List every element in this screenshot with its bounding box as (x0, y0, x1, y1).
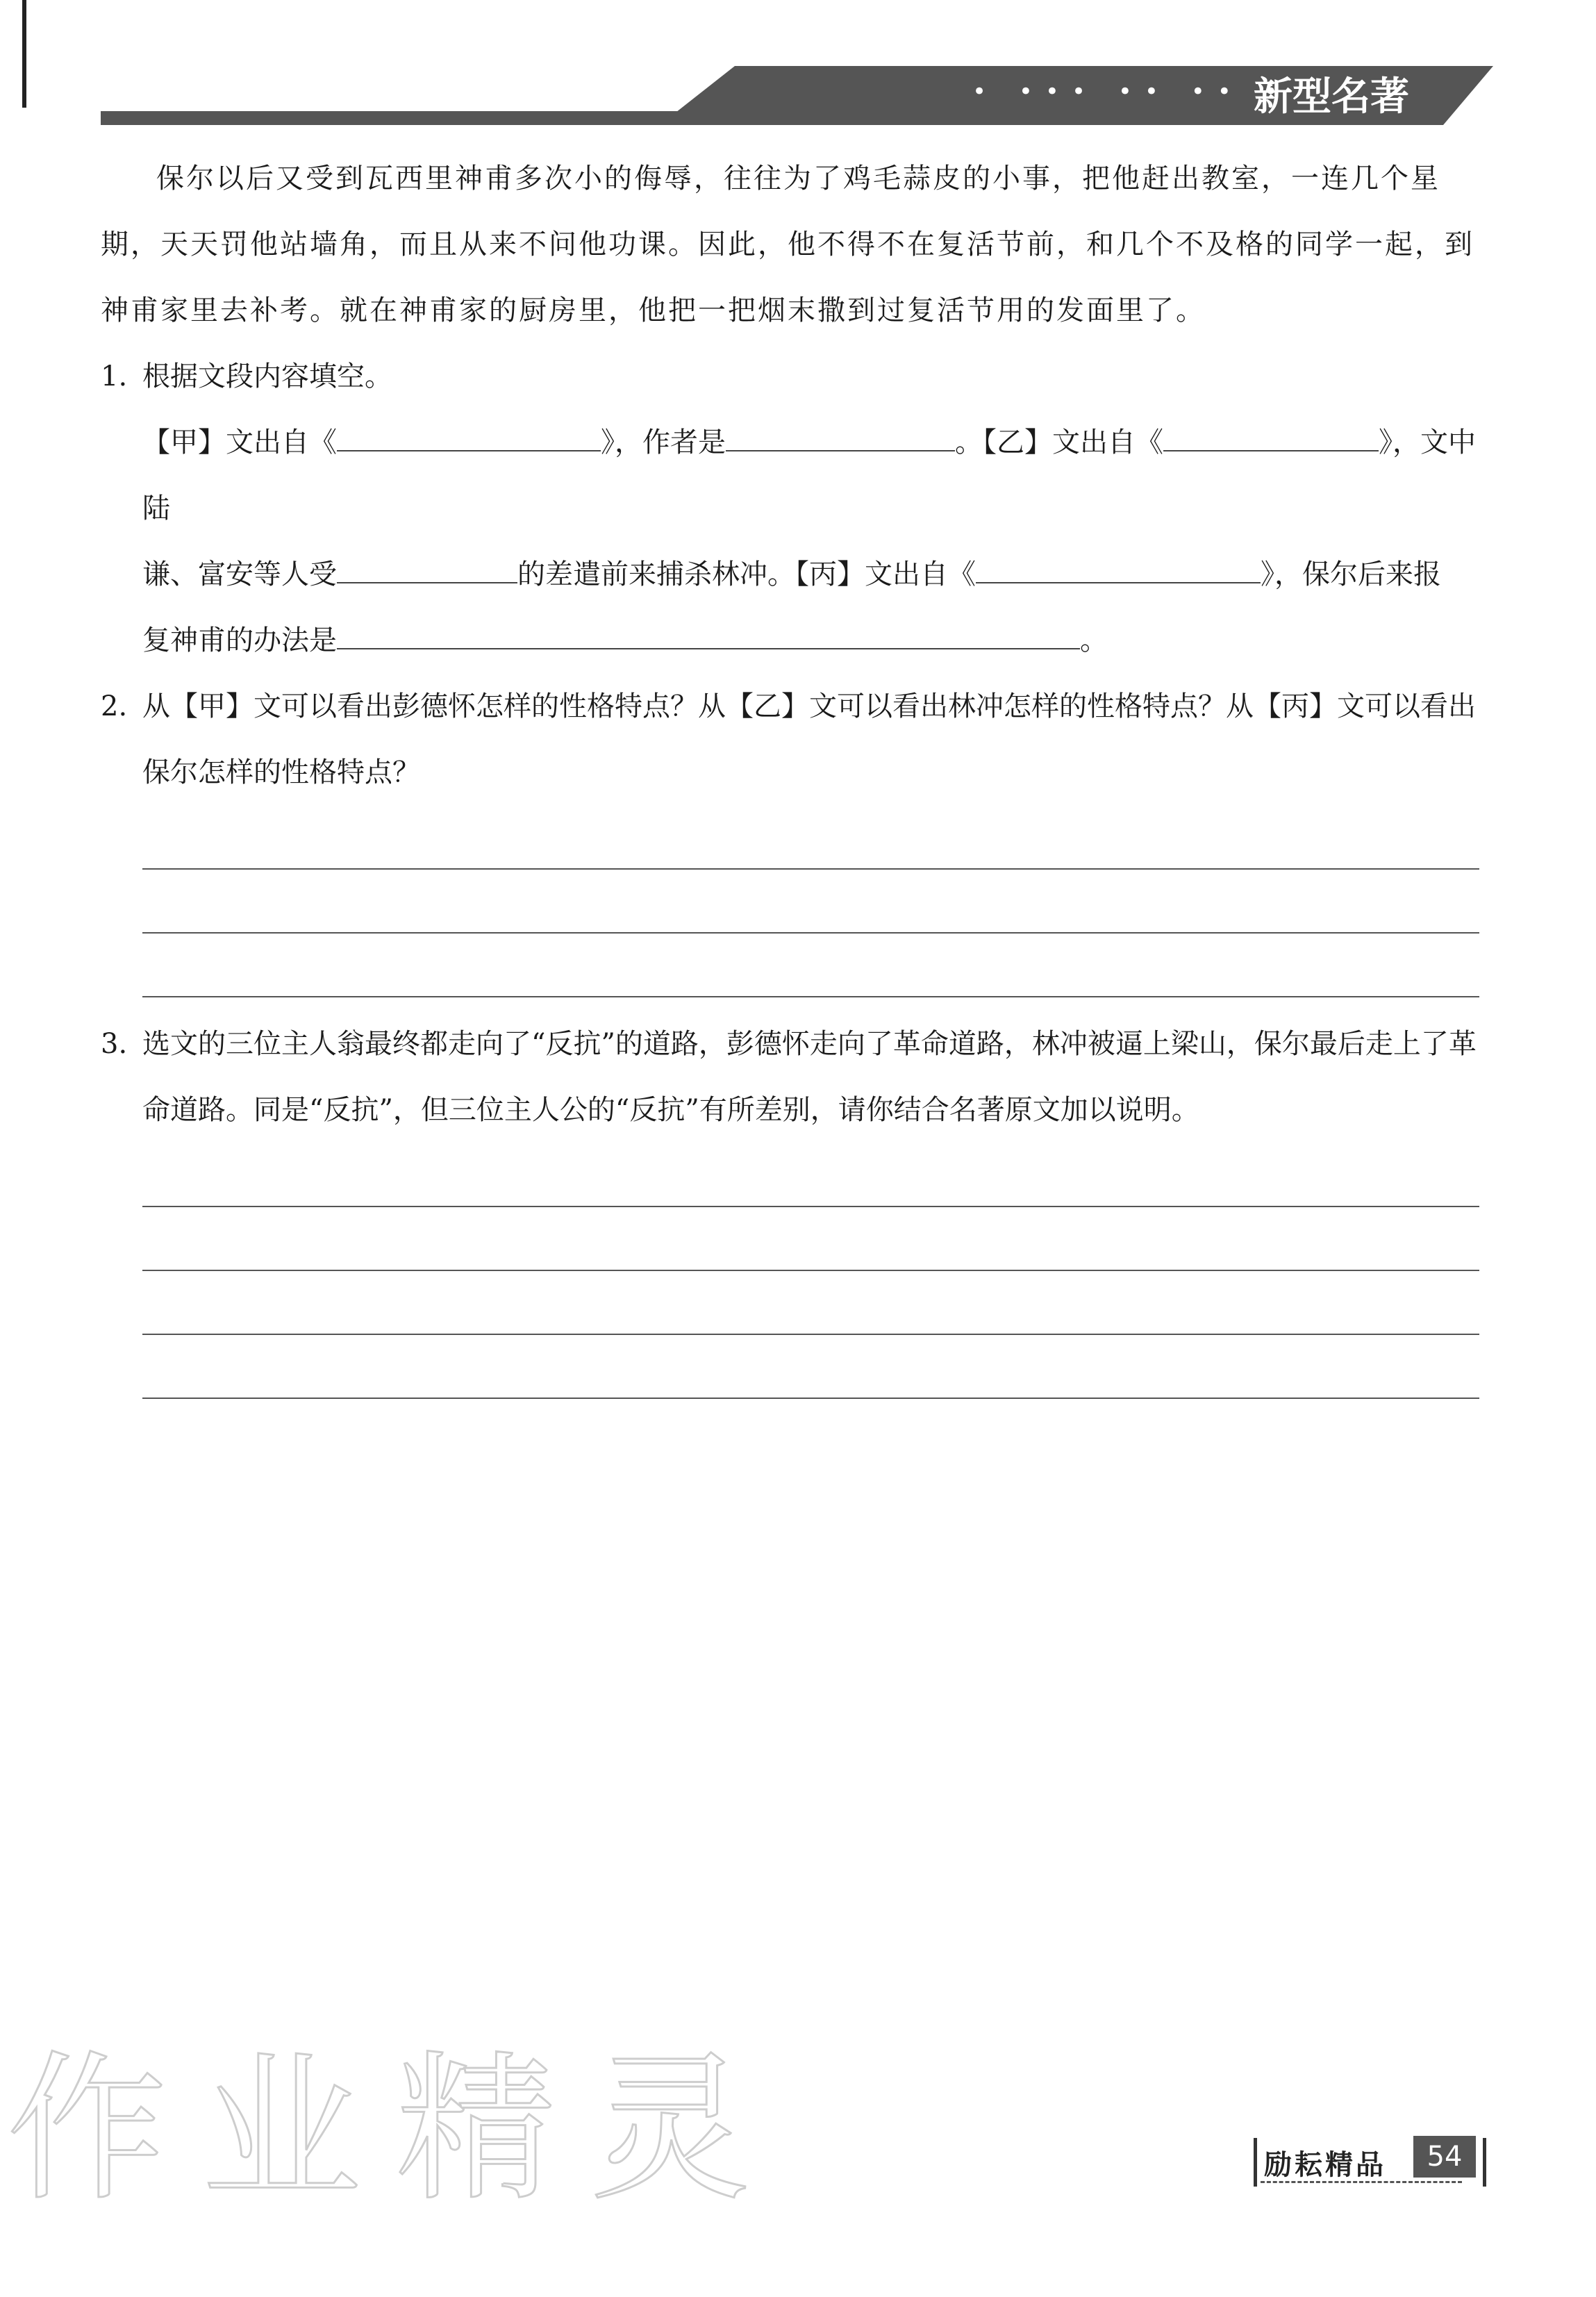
blank-author[interactable] (726, 425, 955, 451)
question-2 (101, 674, 1479, 806)
answer-line[interactable] (142, 1271, 1479, 1335)
left-margin-rule (22, 0, 26, 108)
answer-lines-q2 (101, 806, 1479, 997)
header-title: 新型名著 (1254, 74, 1409, 119)
answer-line[interactable] (142, 870, 1479, 934)
fill-text: 谦、富安等人受 (142, 558, 337, 590)
fill-text: 的差遣前来捕杀林冲。【丙】文出自《 (517, 558, 976, 590)
blank-instigator[interactable] (337, 557, 517, 583)
question-text: 选文的三位主人翁最终都走向了“反抗”的道路，彭德怀走向了革命道路，林冲被逼上梁山，保尔最后走上了革命道路。同是“反抗”，但三位主人公的“反抗”有所差别，请你结合名著原文加以说明。 (142, 1028, 1477, 1126)
footer-bracket-right (1483, 2138, 1486, 2187)
fill-text: 。 (1080, 624, 1108, 656)
answer-line[interactable] (142, 1143, 1479, 1207)
answer-line[interactable] (142, 934, 1479, 997)
fill-text: 【甲】文出自《 (142, 426, 337, 458)
footer-dashed-rule (1261, 2181, 1462, 2183)
question-text: 从【甲】文可以看出彭德怀怎样的性格特点？从【乙】文可以看出林冲怎样的性格特点？从【丙】文可以看出保尔怎样的性格特点？ (142, 690, 1476, 788)
watermark: 作业精灵 (7, 2037, 785, 2223)
worksheet-content (101, 146, 1479, 1399)
fill-text: 。【乙】文出自《 (955, 426, 1163, 458)
question-3 (101, 1011, 1479, 1143)
fill-text: 》，作者是 (601, 426, 726, 458)
question-1-fill (101, 410, 1479, 674)
page-number: 54 (1413, 2136, 1476, 2178)
header-band (101, 111, 1351, 125)
question-number: 1. (101, 360, 128, 392)
blank-book-bing[interactable] (976, 557, 1261, 583)
footer-bracket-left (1254, 2138, 1257, 2187)
blank-book-yi[interactable] (1163, 425, 1379, 451)
question-text: 根据文段内容填空。 (142, 360, 392, 392)
fill-text: 》，保尔后来报 (1261, 558, 1441, 590)
fill-text: 复神甫的办法是 (142, 624, 337, 656)
blank-book-jia[interactable] (337, 425, 601, 451)
fill-text: 》，文中陆 (142, 426, 1476, 524)
answer-lines-q3 (101, 1143, 1479, 1399)
question-1 (101, 344, 1479, 410)
header-dots: • ••• •• •• • (972, 78, 1290, 106)
passage-paragraph: 保尔以后又受到瓦西里神甫多次小的侮辱，往往为了鸡毛蒜皮的小事，把他赶出教室，一连几个星期，天天罚他站墙角，而且从来不问他功课。因此，他不得不在复活节前，和几个不及格的同学一起，到神甫家里去补考。就在神甫家的厨房里，他把一把烟末撒到过复活节用的发面里了。 (101, 163, 1474, 326)
answer-line[interactable] (142, 1207, 1479, 1271)
answer-line[interactable] (142, 806, 1479, 870)
footer-brand: 励耘精品 (1264, 2149, 1386, 2181)
answer-line[interactable] (142, 1335, 1479, 1399)
question-number: 2. (101, 690, 128, 722)
blank-revenge-method[interactable] (337, 623, 1080, 649)
question-number: 3. (101, 1028, 128, 1060)
